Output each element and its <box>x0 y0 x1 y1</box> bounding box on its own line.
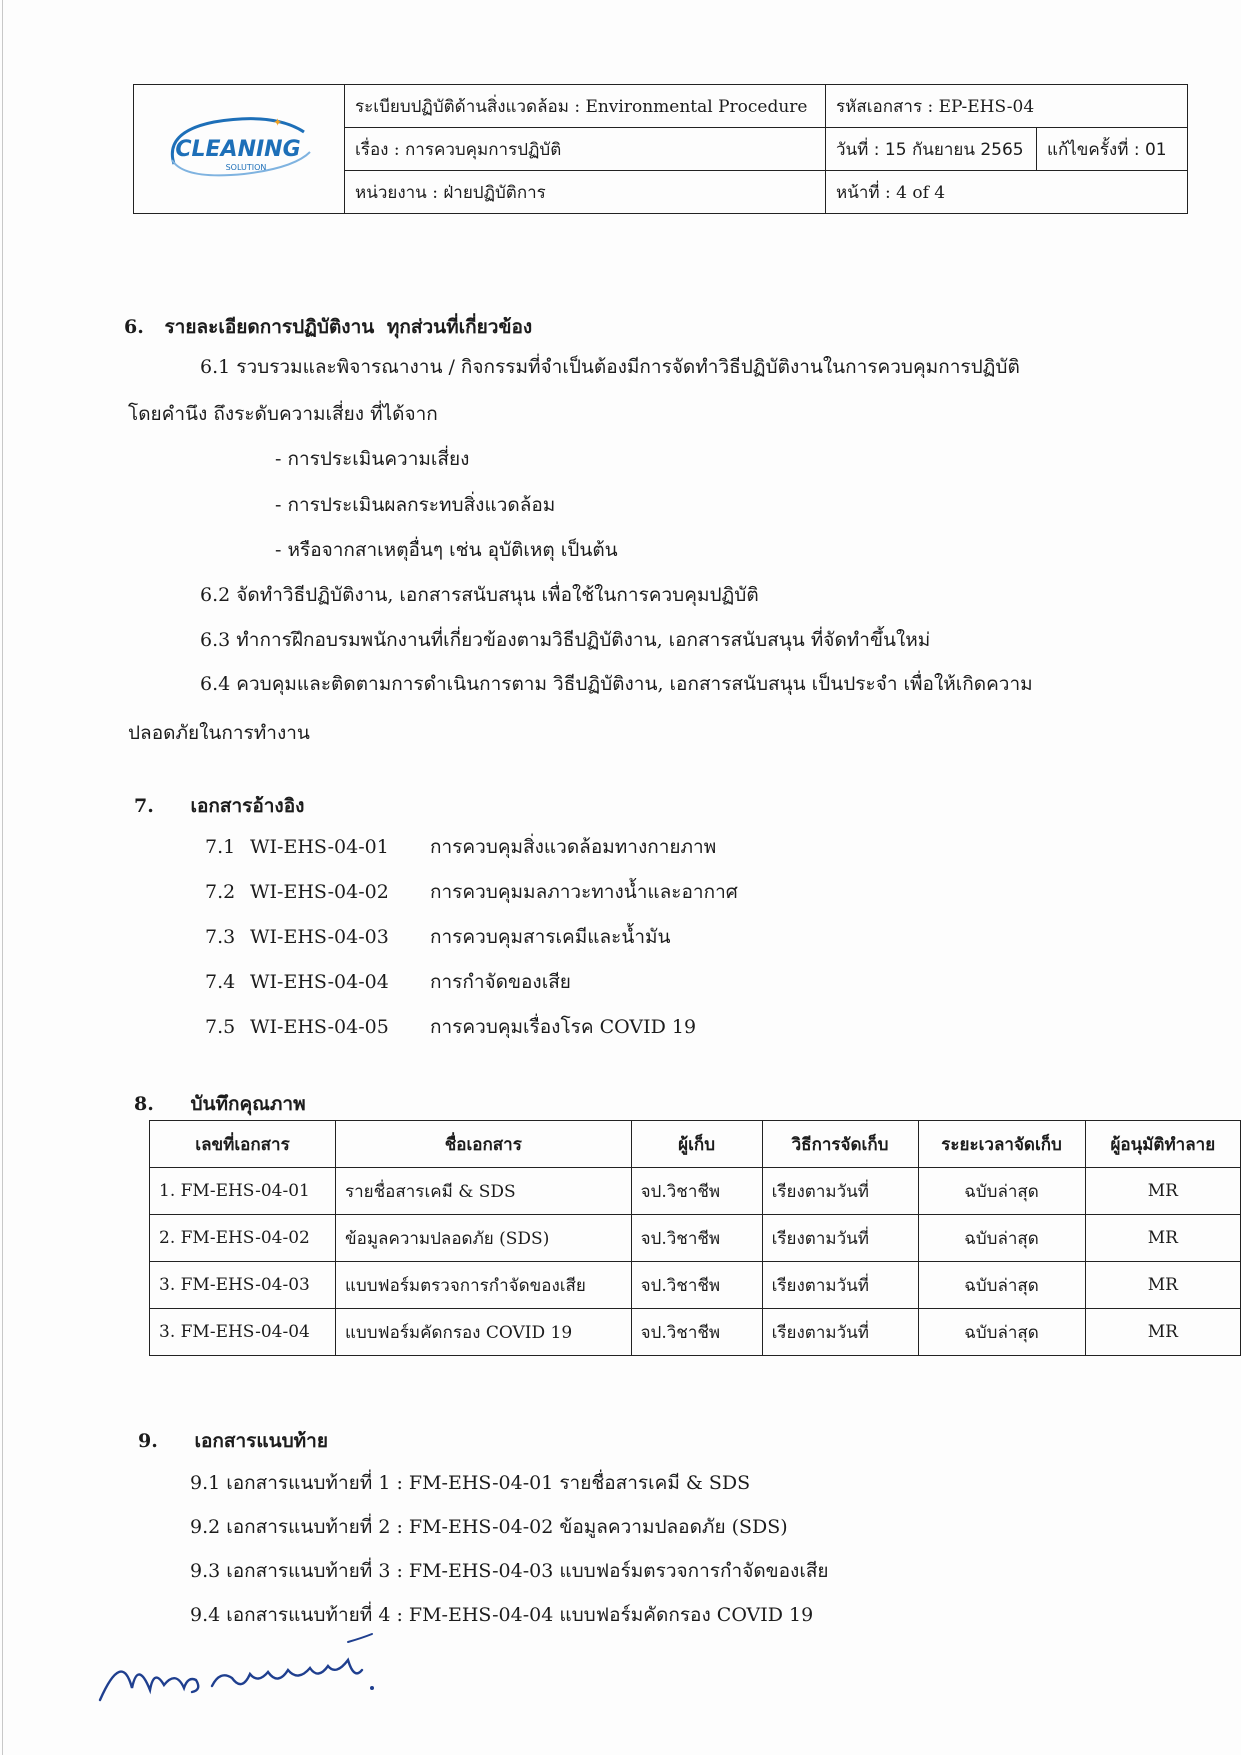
paragraph-6-1-line-1: 6.1 รวบรวมและพิจารณางาน / กิจกรรมที่จำเป็นต้องมีการจัดทำวิธีปฏิบัติงานในการควบคุมการปฏิบัติ <box>200 356 1020 378</box>
table-cell: ฉบับล่าสุด <box>918 1309 1085 1356</box>
table-cell: 3. FM-EHS-04-03 <box>150 1262 336 1309</box>
reference-number: 7.4 <box>205 971 236 993</box>
table-cell: เรียงตามวันที่ <box>762 1168 918 1215</box>
section-title: รายละเอียดการปฏิบัติงาน <box>164 316 375 338</box>
reference-number: 7.3 <box>205 926 236 948</box>
reference-code: WI-EHS-04-02 <box>250 881 389 903</box>
table-cell: เรียงตามวันที่ <box>762 1262 918 1309</box>
section-number: 9. <box>138 1430 158 1452</box>
table-cell: 3. FM-EHS-04-04 <box>150 1309 336 1356</box>
section-6-heading <box>124 312 532 342</box>
reference-code: WI-EHS-04-03 <box>250 926 389 948</box>
table-cell: จป.วิชาชีพ <box>631 1168 762 1215</box>
table-cell: เรียงตามวันที่ <box>762 1215 918 1262</box>
section-title: เอกสารแนบท้าย <box>194 1430 328 1452</box>
table-cell: MR <box>1085 1215 1240 1262</box>
table-cell: ข้อมูลความปลอดภัย (SDS) <box>336 1215 632 1262</box>
quality-records-table <box>149 1120 1241 1356</box>
handwritten-signature <box>92 1630 422 1720</box>
table-cell: แบบฟอร์มคัดกรอง COVID 19 <box>336 1309 632 1356</box>
table-cell: MR <box>1085 1309 1240 1356</box>
document-code: รหัสเอกสาร : EP-EHS-04 <box>826 85 1188 128</box>
reference-description: การควบคุมสิ่งแวดล้อมทางกายภาพ <box>430 836 717 858</box>
table-row <box>150 1262 1241 1309</box>
reference-description: การกำจัดของเสีย <box>430 971 571 993</box>
column-header: เลขที่เอกสาร <box>150 1121 336 1168</box>
section-8-heading <box>134 1089 306 1119</box>
table-cell: จป.วิชาชีพ <box>631 1309 762 1356</box>
paragraph-6-2: 6.2 จัดทำวิธีปฏิบัติงาน, เอกสารสนับสนุน เพื่อใช้ในการควบคุมปฏิบัติ <box>200 584 759 606</box>
paragraph-6-1-line-2: โดยคำนึง ถึงระดับความเสี่ยง ที่ได้จาก <box>128 403 438 425</box>
page-number: หน้าที่ : 4 of 4 <box>826 171 1188 214</box>
reference-code: WI-EHS-04-01 <box>250 836 389 858</box>
paragraph-6-4-line-2: ปลอดภัยในการทำงาน <box>128 722 310 744</box>
section-number: 6. <box>124 316 144 338</box>
section-title: บันทึกคุณภาพ <box>190 1093 306 1115</box>
table-header-row <box>150 1121 1241 1168</box>
section-number: 7. <box>134 795 154 817</box>
table-cell: ฉบับล่าสุด <box>918 1215 1085 1262</box>
scan-edge-line <box>2 0 3 1755</box>
section-number: 8. <box>134 1093 154 1115</box>
reference-description: การควบคุมมลภาวะทางน้ำและอากาศ <box>430 881 738 903</box>
reference-number: 7.1 <box>205 836 236 858</box>
table-cell: ฉบับล่าสุด <box>918 1168 1085 1215</box>
table-cell: เรียงตามวันที่ <box>762 1309 918 1356</box>
cleaning-solution-logo <box>154 102 324 192</box>
logo-subtext: SOLUTION <box>225 162 267 172</box>
procedure-title: ระเบียบปฏิบัติด้านสิ่งแวดล้อม : Environmental Procedure <box>345 85 826 128</box>
document-header <box>133 84 1188 214</box>
reference-description: การควบคุมสารเคมีและน้ำมัน <box>430 926 671 948</box>
attachment-item: 9.3 เอกสารแนบท้ายที่ 3 : FM-EHS-04-03 แบบฟอร์มตรวจการกำจัดของเสีย <box>190 1560 829 1582</box>
reference-description: การควบคุมเรื่องโรค COVID 19 <box>430 1016 697 1038</box>
table-cell: จป.วิชาชีพ <box>631 1215 762 1262</box>
table-cell: ฉบับล่าสุด <box>918 1262 1085 1309</box>
reference-code: WI-EHS-04-04 <box>250 971 389 993</box>
attachment-item: 9.1 เอกสารแนบท้ายที่ 1 : FM-EHS-04-01 รายชื่อสารเคมี & SDS <box>190 1472 751 1494</box>
bullet-risk-assessment: - การประเมินความเสี่ยง <box>275 448 470 470</box>
table-cell: MR <box>1085 1168 1240 1215</box>
table-cell: MR <box>1085 1262 1240 1309</box>
attachment-item: 9.4 เอกสารแนบท้ายที่ 4 : FM-EHS-04-04 แบบฟอร์มคัดกรอง COVID 19 <box>190 1604 814 1626</box>
table-cell: แบบฟอร์มตรวจการกำจัดของเสีย <box>336 1262 632 1309</box>
table-row <box>150 1309 1241 1356</box>
sparkle-icon: ✦ <box>273 115 283 129</box>
table-cell: จป.วิชาชีพ <box>631 1262 762 1309</box>
table-cell: 2. FM-EHS-04-02 <box>150 1215 336 1262</box>
subject: เรื่อง : การควบคุมการปฏิบัติ <box>345 128 826 171</box>
section-9-heading <box>138 1426 328 1456</box>
section-title: เอกสารอ้างอิง <box>190 795 305 817</box>
reference-code: WI-EHS-04-05 <box>250 1016 389 1038</box>
table-cell: 1. FM-EHS-04-01 <box>150 1168 336 1215</box>
bullet-environmental-impact: - การประเมินผลกระทบสิ่งแวดล้อม <box>275 494 556 516</box>
section-7-heading <box>134 791 304 821</box>
paragraph-6-4-line-1: 6.4 ควบคุมและติดตามการดำเนินการตาม วิธีปฏิบัติงาน, เอกสารสนับสนุน เป็นประจำ เพื่อให้เกิดความ <box>200 673 1033 695</box>
department: หน่วยงาน : ฝ่ายปฏิบัติการ <box>345 171 826 214</box>
column-header: ผู้เก็บ <box>631 1121 762 1168</box>
table-cell: รายชื่อสารเคมี & SDS <box>336 1168 632 1215</box>
column-header: วิธีการจัดเก็บ <box>762 1121 918 1168</box>
revision-number: แก้ไขครั้งที่ : 01 <box>1037 128 1188 171</box>
issue-date: วันที่ : 15 กันยายน 2565 <box>826 128 1037 171</box>
company-logo <box>134 85 345 214</box>
attachment-item: 9.2 เอกสารแนบท้ายที่ 2 : FM-EHS-04-02 ข้อมูลความปลอดภัย (SDS) <box>190 1516 788 1538</box>
column-header: ชื่อเอกสาร <box>336 1121 632 1168</box>
paragraph-6-3: 6.3 ทำการฝึกอบรมพนักงานที่เกี่ยวข้องตามวิธีปฏิบัติงาน, เอกสารสนับสนุน ที่จัดทำขึ้นใหม่ <box>200 629 931 651</box>
bullet-other-causes: - หรือจากสาเหตุอื่นๆ เช่น อุบัติเหตุ เป็นต้น <box>275 539 618 561</box>
logo-text: CLEANING <box>175 136 301 162</box>
section-title-tail: ทุกส่วนที่เกี่ยวข้อง <box>386 316 533 338</box>
column-header: ระยะเวลาจัดเก็บ <box>918 1121 1085 1168</box>
table-row <box>150 1168 1241 1215</box>
column-header: ผู้อนุมัติทำลาย <box>1085 1121 1240 1168</box>
table-row <box>150 1215 1241 1262</box>
reference-number: 7.5 <box>205 1016 236 1038</box>
reference-number: 7.2 <box>205 881 236 903</box>
